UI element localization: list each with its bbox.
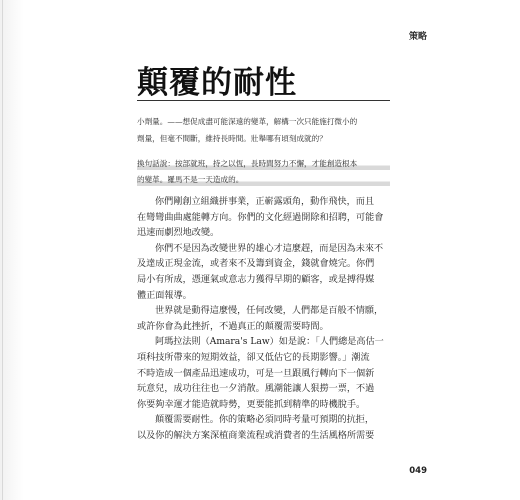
body-line: 你們不是因為改變世界的雄心才這麼趕，而是因為未來不 <box>155 243 384 254</box>
body-line: 顛覆需要耐性。你的策略必須同時考量可預期的抗拒， <box>155 415 374 426</box>
body-line: 項科技所帶來的短期效益，卻又低估它的長期影響。」潮流 <box>137 352 370 363</box>
page-binding-edge <box>0 0 24 500</box>
body-line: 玩意兒，成功往往也一夕消散。風潮能讓人狠撈一票，不過 <box>137 384 375 395</box>
body-line: 及達成正現金流，或者來不及籌到資金，錢就會燒完。你們 <box>137 259 375 270</box>
body-line: 不時造成一個產品迅速成功，可是一旦跟風行轉向下一個新 <box>137 368 375 379</box>
intro-line: 劑量，但毫不間斷，維持長時間。壯舉哪有頃刻成就的？ <box>137 134 327 143</box>
body-line: 你們剛創立組織拼事業，正嶄露頭角，動作飛快，而且 <box>155 197 374 207</box>
body-line: 或許你會為此挫折，不過真正的顛覆需要時間。 <box>137 321 329 332</box>
callout-line: 換句話說：按部就班，持之以恆，長時間努力不懈，才能創造根本 <box>137 156 390 172</box>
body-line: 以及你的解決方案深植商業流程或消費者的生活風格所需要 <box>137 430 375 441</box>
body-line: 世界就是動得這麼慢，任何改變，人們都是百般不情願， <box>155 306 384 317</box>
callout-line: 的變革。羅馬不是一天造成的。 <box>137 172 390 188</box>
body-text <box>137 195 402 445</box>
page-edge-line <box>2 0 3 500</box>
body-line: 在彎彎曲曲處能轉方向。你們的文化經過開除和招聘，可能會 <box>137 212 384 223</box>
body-line: 局小有所成，憑運氣或意志力獲得早期的顧客，或是搏得媒 <box>137 274 375 285</box>
highlighted-callout <box>137 156 390 188</box>
intro-line: 小劑量。——想促成盡可能深遠的變革，解構一次只能施打微小的 <box>137 117 358 126</box>
body-line: 阿瑪拉法則（Amara's Law）如是說：「人們總是高估一 <box>155 337 384 348</box>
body-line: 迅速而劇烈地改變。 <box>137 228 220 239</box>
chapter-title: 顛覆的耐性 <box>137 65 297 101</box>
body-line: 你要夠幸運才能造就時勢，更要能抓到精準的時機脫手。 <box>137 399 366 410</box>
intro-quote <box>137 113 390 147</box>
body-line: 體正面報導。 <box>137 290 192 301</box>
title-divider <box>137 100 390 101</box>
page-number: 049 <box>409 466 427 476</box>
section-label: 策略 <box>408 32 427 42</box>
